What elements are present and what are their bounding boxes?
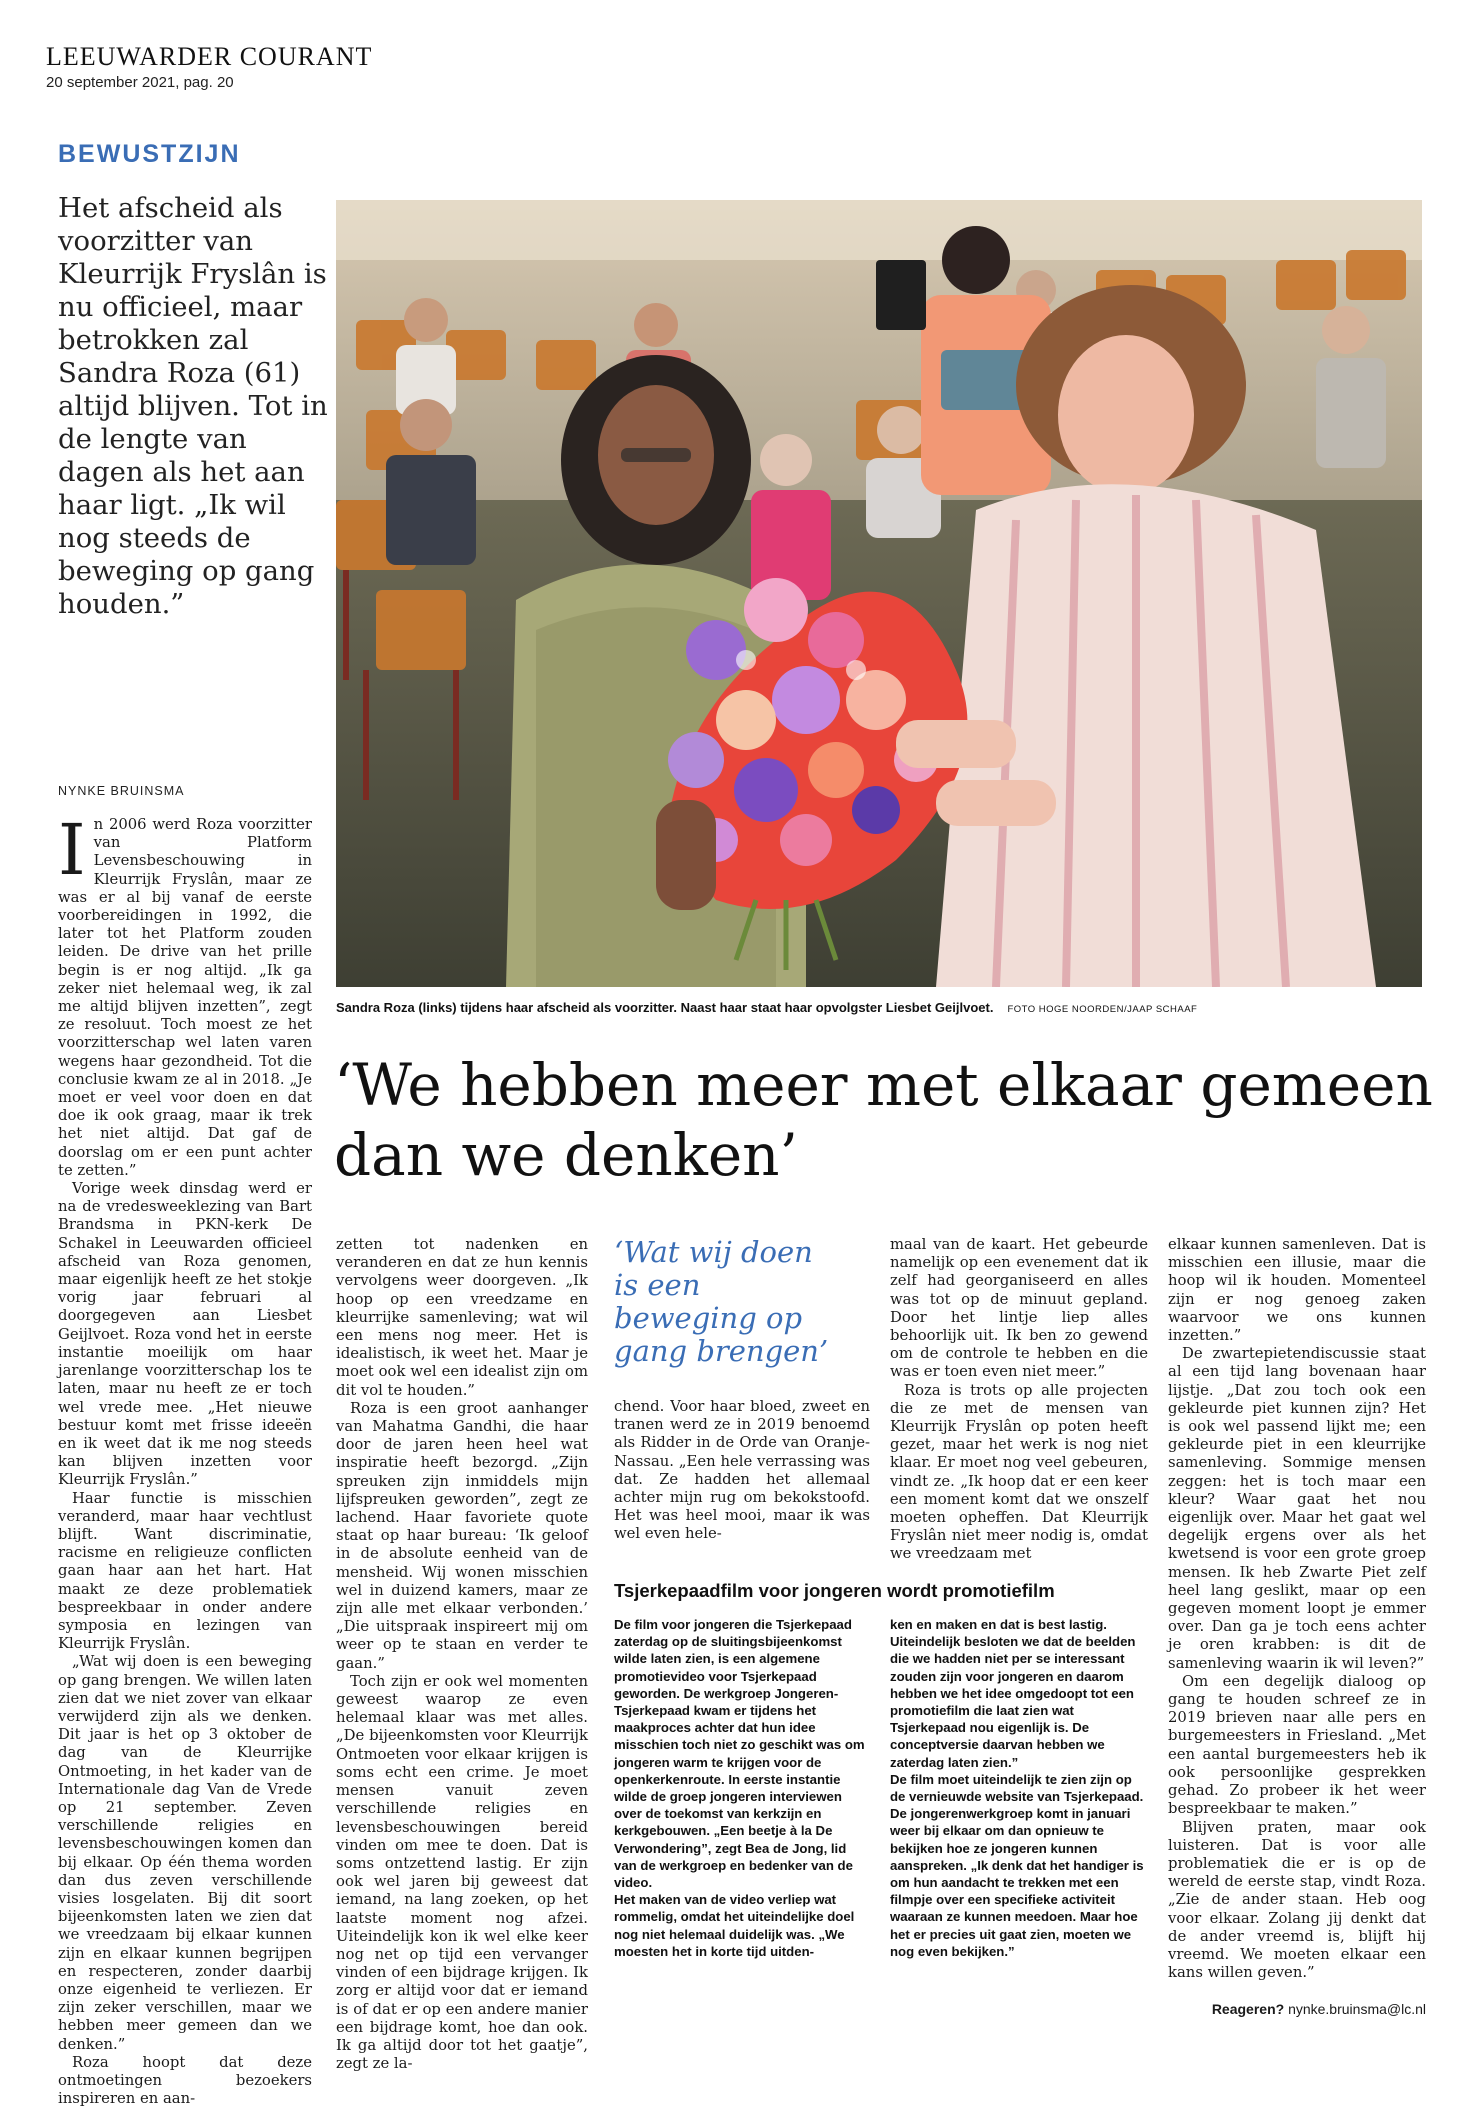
caption-text: Sandra Roza (links) tijdens haar afscheid als voorzitter. Naast haar staat haar opvolgster Liesbet Geijlvoet.: [336, 1000, 994, 1015]
box-paragraph: Het maken van de video verliep wat rommelig, omdat het uiteindelijke doel nog niet helemaal duidelijk was. „We moesten het in korte tijd uitden-: [614, 1892, 855, 1959]
paragraph: In 2006 werd Roza voorzitter van Platform Levensbeschouwing in Kleurrijk Fryslân, maar ze was er al bij vanaf de eerste voorbereidingen in 1992, die later tot het Platform zouden leiden. De drive van het prille begin is er nog altijd. „Ik ga zeker niet helemaal weg, ik zal me altijd blijven inzetten”, zegt ze resoluut. Toch moest ze het voorzitterschap wel laten varen wegens haar gezondheid. Tot die conclusie kwam ze al in 2018. „Je moet er veel voor doen en dat doe ik ook graag, maar ik trek het niet altijd. Dat gaf de doorslag om er een punt achter te zetten.”: [58, 809, 312, 1179]
pull-quote: ‘Wat wij doen is een beweging op gang brengen’: [614, 1235, 829, 1368]
paragraph: Roza is een groot aanhanger van Mahatma Gandhi, die haar door de jaren heen heel wat inspiratie heeft bezorgd. „Zijn spreuken zijn inmiddels mijn lijfspreuken geworden”, zegt ze lachend. Haar favoriete quote staat op haar bureau: ‘Ik geloof in de absolute eenheid van de mensheid. Wij wonen misschien wel in duizend kamers, maar ze zijn alle met elkaar verbonden.’ „Die uitspraak inspireert mij om weer op te staan en verder te gaan.”: [336, 1399, 588, 1672]
article-photo: [336, 200, 1422, 987]
box-paragraph: De film voor jongeren die Tsjerkepaad zaterdag op de sluitingsbijeenkomst wilde laten zien, is een algemene promotievideo voor Tsjerkepaad geworden. De werkgroep Jongeren-Tsjerkepaad kwam er tijdens het maakproces achter dat hun idee misschien toch niet zo geschikt was om jongeren warm te krijgen voor de openkerkenroute. In eerste instantie wilde de groep jongeren interviewen over de toekomst van kerkzijn en kerkgebouwen. „Een beetje à la De Verwondering”, zegt Bea de Jong, lid van de werkgroep en bedenker van de video.: [614, 1617, 865, 1891]
signoff: [1168, 2000, 1426, 2018]
paragraph: Roza hoopt dat deze ontmoetingen bezoekers inspireren en aan-: [58, 2053, 312, 2108]
photo-illustration: [336, 200, 1422, 987]
paragraph: Blijven praten, maar ook luisteren. Dat is voor alle problematiek die er is op de wereld de eerste stap, vindt Roza. „Zie de ander staan. Heb oog voor elkaar. Zolang jij denkt dat de ander vreemd is, blijft hij vreemd. We moeten elkaar een kans willen geven.”: [1168, 1818, 1426, 1982]
column-5: [1168, 1236, 1426, 2019]
paragraph: Haar functie is misschien veranderd, maar haar vechtlust blijft. Want discriminatie, racisme en religieuze conflicten gaan haar aan het hart. Hat maakt ze deze problematiek bespreekbaar in onder andere symposia en lezingen van Kleurrijk Fryslân.: [58, 1489, 312, 1653]
paragraph: chend. Voor haar bloed, zweet en tranen werd ze in 2019 benoemd als Ridder in de Orde van Oranje-Nassau. „Een hele verrassing was dat. Ze hadden het allemaal achter mijn rug om bekokstoofd. Het was heel mooi, maar ik was wel even hele-: [614, 1398, 870, 1543]
box-column-1: [614, 1616, 870, 1960]
box-paragraph: ken en maken en dat is best lastig. Uiteindelijk besloten we dat de beelden die we hadden niet per se interessant zouden zijn voor jongeren en daarom hebben we het idee omgedoopt tot een promotiefilm die laat zien wat Tsjerkepaad nou eigenlijk is. De conceptversie daarvan hebben we zaterdag laten zien.”: [890, 1617, 1136, 1770]
paragraph: Vorige week dinsdag werd er na de vredesweeklezing van Bart Brandsma in PKN-kerk De Schakel in Leeuwarden officieel afscheid van Roza genomen, maar eigenlijk heeft ze het stokje vorig jaar februari al doorgegeven aan Liesbet Geijlvoet. Roza vond het in eerste instantie moeilijk om haar jarenlange voorzitterschap los te laten, maar nu heeft ze er toch wel vrede mee. „Het nieuwe bestuur komt met frisse ideeën en ik weet dat ik me nog steeds kan blijven inzetten voor Kleurrijk Fryslân.”: [58, 1180, 312, 1489]
box-heading: Tsjerkepaadfilm voor jongeren wordt promotiefilm: [614, 1580, 1055, 1601]
column-3: [614, 1398, 870, 1544]
signoff-label: Reageren?: [1211, 2001, 1285, 2018]
column-1: [58, 809, 312, 2108]
box-column-2: [890, 1616, 1148, 1960]
byline: NYNKE BRUINSMA: [58, 784, 185, 798]
column-4: [890, 1236, 1148, 1564]
dateline: 20 september 2021, pag. 20: [46, 74, 234, 91]
paragraph: Om een degelijk dialoog op gang te houden schreef ze in 2019 brieven naar alle pers en burgemeesters in Friesland. „Met een aantal burgemeesters heb ik ook persoonlijke gesprekken gehad. Zo probeer ik het weer bespreekbaar te maken.”: [1168, 1672, 1426, 1818]
paragraph: Roza is trots op alle projecten die ze met de mensen van Kleurrijk Fryslân op poten heeft gezet, maar het werk is nog niet klaar. Er moet nog veel gebeuren, vindt ze. „Ik hoop dat er een keer een moment komt dat we onszelf moeten opheffen. Dat Kleurrijk Fryslân niet meer nodig is, omdat we vreedzaam met: [890, 1381, 1148, 1563]
paragraph: „Wat wij doen is een beweging op gang brengen. We willen laten zien dat we niet zover van elkaar verwijderd zijn als we denken. Dit jaar is het op 3 oktober de dag van de Kleurrijke Ontmoeting, in het kader van de Internationale dag Van de Vrede op 21 september. Zeven verschillende religies en levensbeschouwingen komen dan bij elkaar. Op één thema worden dan dus zeven verschillende visies losgelaten. Bij dit soort bijeenkomsten laten we zien dat we vreedzaam bij elkaar kunnen zijn en elkaar kunnen begrijpen en respecteren, zonder daarbij onze eigenheid te verliezen. Er zijn zeker verschillen, maar we hebben meer gemeen dan we denken.”: [58, 1653, 312, 2053]
headline: ‘We hebben meer met elkaar gemeen dan we denken’: [334, 1051, 1433, 1189]
signoff-email[interactable]: nynke.bruinsma@lc.nl: [1288, 2001, 1426, 2018]
masthead: LEEUWARDER COURANT: [46, 42, 373, 71]
photo-caption: [336, 1000, 1426, 1015]
paragraph: elkaar kunnen samenleven. Dat is misschien een illusie, maar die hoop wil ik houden. Momenteel zijn er nog genoeg zaken waarvoor we ons kunnen inzetten.”: [1168, 1236, 1426, 1345]
intro-text: Het afscheid als voorzitter van Kleurrijk Fryslân is nu officieel, maar betrokken zal Sandra Roza (61) altijd blijven. Tot in de lengte van dagen als het aan haar ligt. „Ik wil nog steeds de beweging op gang houden.”: [58, 192, 328, 620]
paragraph: Toch zijn er ook wel momenten geweest waarop ze even helemaal klaar was met alles. „De bijeenkomsten voor Kleurrijk Ontmoeten voor elkaar krijgen is soms echt een crime. Je moet mensen vanuit zeven verschillende religies en levensbeschouwingen bereid vinden om mee te doen. Dat is soms ontzettend lastig. Er zijn ook wel jaren bij geweest dat iemand, na lang zoeken, op het laatste moment nog afzei. Uiteindelijk kon ik wel elke keer nog net op tijd een vervanger vinden of een bijdrage krijgen. Ik zorg er altijd voor dat er iemand is of dat er op een andere manier een bijdrage komt, hoe dan ook. Ik ga altijd door tot het gaatje”, zegt ze la-: [336, 1672, 588, 2073]
photo-credit: FOTO HOGE NOORDEN/JAAP SCHAAF: [1007, 1004, 1198, 1015]
section-label: BEWUSTZIJN: [58, 140, 241, 168]
paragraph: maal van de kaart. Het gebeurde namelijk op een evenement dat ik zelf had georganiseerd en alles was tot op de minuut gepland. Door het lintje liep alles behoorlijk uit. Ik ben zo gewend om de controle te hebben en die was er toen even niet meer.”: [890, 1236, 1148, 1381]
paragraph: zetten tot nadenken en veranderen en dat ze hun kennis vervolgens weer doorgeven. „Ik hoop op een vreedzame en kleurrijke samenleving; wat wil een mens nog meer. Het is idealistisch, ik weet het. Maar je moet ook wel een idealist zijn om dit vol te houden.”: [336, 1236, 588, 1399]
box-paragraph: De film moet uiteindelijk te zien zijn op de vernieuwde website van Tsjerkepaad. De jongerenwerkgroep komt in januari weer bij elkaar om dan opnieuw te bekijken hoe ze jongeren kunnen aanspreken. „Ik denk dat het handiger is om hun aandacht te trekken met een filmpje over een specifieke activiteit waaraan ze kunnen meedoen. Maar hoe het er precies uit gaat zien, moeten we nog even bekijken.”: [890, 1771, 1144, 1959]
column-2: [336, 1236, 588, 2073]
paragraph: De zwartepietendiscussie staat al een tijd lang bovenaan haar lijstje. „Dat zou toch ook een gekleurde piet kunnen zijn? Het is ook wel passend lijkt me; een gekleurde piet in een kleurrijke samenleving. Sommige mensen zeggen: het is toch maar een kleur? Waar gaat het nou eigenlijk over. Maar het gaat wel degelijk ergens over als het kwetsend is voor een grote groep mensen. Ik heb Zwarte Piet zelf heel lang geslikt, maar op een gegeven moment loopt je emmer over. Dan ga je toch eens achter je oren krabben: is dit de samenleving waarin ik wil leven?”: [1168, 1345, 1426, 1672]
